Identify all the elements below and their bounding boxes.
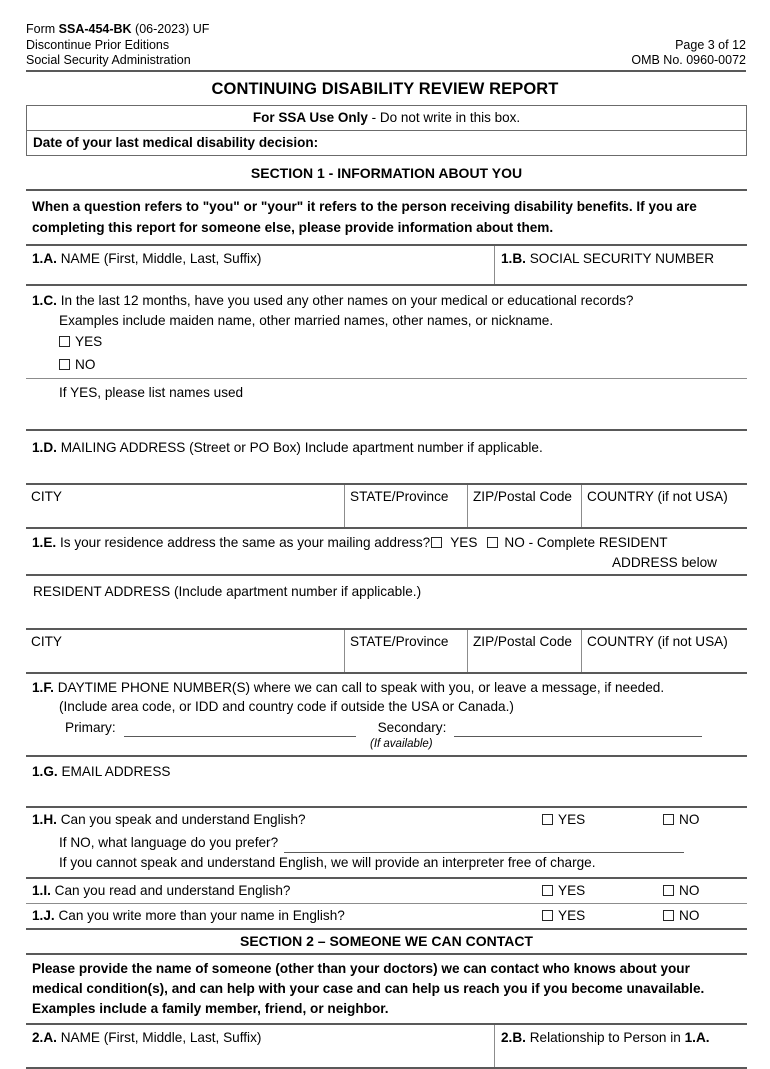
question-1i <box>26 877 747 903</box>
label-1g-text: EMAIL ADDRESS <box>57 764 171 779</box>
checkbox-1h-no-label: NO <box>679 811 700 827</box>
label-1g-number: 1.G. <box>32 764 58 779</box>
ssa-use-only-title <box>27 106 746 131</box>
field-1f-primary-input[interactable] <box>124 717 356 738</box>
header-left-block <box>26 22 209 69</box>
header-right-block <box>631 38 746 69</box>
label-1d-number: 1.D. <box>32 439 57 455</box>
label-2b-text: Relationship to Person in <box>525 1029 685 1045</box>
label-1h-if-no: If NO, what language do you prefer? <box>59 834 279 850</box>
checkbox-box-icon[interactable] <box>542 814 553 825</box>
question-1j <box>26 903 747 928</box>
form-prefix: Form <box>26 22 59 36</box>
ssa-use-only-box <box>26 105 747 156</box>
page-header <box>26 22 746 72</box>
section-1-intro: When a question refers to "you" or "your" it refers to the person receiving disability benefits. If you are completing this report for someone else, please provide information about them. <box>26 189 747 244</box>
ssa-use-only-rest: - Do not write in this box. <box>367 110 521 125</box>
page-number: Page 3 of 12 <box>675 37 746 52</box>
label-resident-state: STATE/Province <box>350 633 449 649</box>
field-1c-names-used[interactable] <box>26 378 747 429</box>
label-1i <box>26 879 542 903</box>
label-1h-interpreter: If you cannot speak and understand English, we will provide an interpreter free of charge. <box>59 854 596 870</box>
label-1b-text: SOCIAL SECURITY NUMBER <box>525 251 715 266</box>
last-decision-date-label: Date of your last medical disability decision: <box>33 135 319 150</box>
label-2b-number: 2.B. <box>501 1029 526 1045</box>
label-resident-zip: ZIP/Postal Code <box>473 633 572 649</box>
section-2-intro: Please provide the name of someone (other than your doctors) we can contact who knows about your medical condition(s), and can help with your case and can help us reach you if you become unavailable. Examples include a family member, friend, or neighbor. <box>26 953 747 1023</box>
checkbox-1e-yes[interactable] <box>431 537 442 548</box>
checkbox-box-icon[interactable] <box>663 814 674 825</box>
checkbox-1c-yes-label: YES <box>75 334 103 349</box>
checkbox-box-icon[interactable] <box>59 336 70 347</box>
checkbox-box-icon[interactable] <box>542 910 553 921</box>
discontinue-line: Discontinue Prior Editions <box>26 37 170 52</box>
label-1h-number: 1.H. <box>32 811 57 827</box>
label-1a-text: NAME (First, Middle, Last, Suffix) <box>56 251 262 266</box>
section-2-body <box>26 953 747 1023</box>
question-1e <box>26 527 747 574</box>
resident-address-grid <box>26 628 747 672</box>
checkbox-1e-yes-label: YES <box>450 535 478 550</box>
checkbox-1j-yes-label: YES <box>558 907 586 923</box>
section-2-heading: SECTION 2 – SOMEONE WE CAN CONTACT <box>240 932 533 949</box>
checkbox-box-icon[interactable] <box>542 885 553 896</box>
label-1f-sub: (Include area code, or IDD and country code if outside the USA or Canada.) <box>59 699 514 714</box>
form-suffix: (06-2023) UF <box>131 22 210 36</box>
row-1h-language <box>32 832 741 853</box>
label-resident-address: RESIDENT ADDRESS (Include apartment number if applicable.) <box>33 584 422 599</box>
question-1c <box>26 284 747 378</box>
label-1h <box>26 808 542 832</box>
checkbox-1i-no[interactable] <box>663 879 747 903</box>
field-resident-zip[interactable] <box>467 630 581 672</box>
page-title: CONTINUING DISABILITY REVIEW REPORT <box>211 80 559 98</box>
label-1f-secondary: Secondary: <box>377 719 447 735</box>
mailing-address-grid <box>26 483 747 527</box>
label-1h-text: Can you speak and understand English? <box>56 811 306 827</box>
field-1g-email[interactable] <box>26 755 747 806</box>
label-1i-number: 1.I. <box>32 882 51 898</box>
checkbox-1e-no[interactable] <box>487 537 498 548</box>
label-resident-city: CITY <box>31 633 62 649</box>
field-1a-name[interactable] <box>26 246 494 284</box>
label-1j <box>26 904 542 928</box>
checkbox-box-icon[interactable] <box>59 359 70 370</box>
label-2a-text: NAME (First, Middle, Last, Suffix) <box>56 1029 262 1045</box>
label-1f-text: DAYTIME PHONE NUMBER(S) where we can call to speak with you, or leave a message, if needed. <box>53 679 665 695</box>
row-1f-phones <box>32 717 741 738</box>
row-1e-line1 <box>32 533 741 553</box>
field-resident-address[interactable] <box>26 574 747 628</box>
label-1d-text: MAILING ADDRESS (Street or PO Box) Include apartment number if applicable. <box>56 439 543 455</box>
checkbox-1e-no-label: NO - Complete RESIDENT <box>504 535 668 550</box>
label-1j-text: Can you write more than your name in English? <box>54 907 345 923</box>
checkbox-1j-no[interactable] <box>663 904 747 928</box>
row-1a-1b <box>26 244 747 284</box>
field-resident-country[interactable] <box>581 630 747 672</box>
field-1f-secondary-input[interactable] <box>454 717 702 738</box>
label-1c-text: In the last 12 months, have you used any other names on your medical or educational records? <box>56 293 634 308</box>
field-1h-language-input[interactable] <box>284 832 684 853</box>
label-1f-if-available: (If available) <box>370 738 433 750</box>
field-mailing-zip[interactable] <box>467 485 581 527</box>
checkbox-1i-yes-label: YES <box>558 882 586 898</box>
checkbox-1h-yes-label: YES <box>558 811 586 827</box>
checkbox-1i-yes[interactable] <box>542 879 663 903</box>
checkbox-1c-yes[interactable] <box>32 330 741 353</box>
field-1b-ssn[interactable] <box>494 246 747 284</box>
field-mailing-state[interactable] <box>344 485 467 527</box>
checkbox-1c-no[interactable] <box>32 353 741 376</box>
label-1c-examples: Examples include maiden name, other married names, other names, or nickname. <box>59 312 554 328</box>
form-number: SSA-454-BK <box>58 22 132 36</box>
label-2b-ref: 1.A. <box>684 1029 710 1045</box>
label-1j-number: 1.J. <box>32 907 55 923</box>
form-page <box>0 22 770 1046</box>
checkbox-1h-no[interactable] <box>663 808 747 832</box>
question-1h <box>26 806 747 832</box>
omb-number: OMB No. 0960-0072 <box>631 53 746 67</box>
label-1b-number: 1.B. <box>501 251 526 266</box>
field-1d-mailing-address[interactable] <box>26 429 747 484</box>
field-mailing-city[interactable] <box>26 485 344 527</box>
label-1f <box>32 678 741 698</box>
label-1i-text: Can you read and understand English? <box>50 882 291 898</box>
label-1f-primary: Primary: <box>65 719 116 735</box>
field-2b-relationship[interactable] <box>494 1025 747 1067</box>
question-1h-followup <box>26 832 747 877</box>
label-mailing-city: CITY <box>31 489 62 504</box>
label-mailing-country: COUNTRY (if not USA) <box>587 489 728 504</box>
label-1c-number: 1.C. <box>32 293 57 308</box>
form-number-line <box>26 22 209 38</box>
label-2a-number: 2.A. <box>32 1029 57 1045</box>
label-1e-text: Is your residence address the same as your mailing address? <box>56 535 431 550</box>
question-1f <box>26 672 747 756</box>
label-1c-if-yes: If YES, please list names used <box>59 385 244 400</box>
checkbox-box-icon[interactable] <box>663 910 674 921</box>
label-1e-number: 1.E. <box>32 535 57 550</box>
section-1-heading: SECTION 1 - INFORMATION ABOUT YOU <box>250 165 523 181</box>
ssa-use-only-bold: For SSA Use Only <box>252 110 368 125</box>
field-resident-city[interactable] <box>26 630 344 672</box>
checkbox-1i-no-label: NO <box>679 882 700 898</box>
label-mailing-state: STATE/Province <box>350 489 449 504</box>
checkbox-box-icon[interactable] <box>663 885 674 896</box>
checkbox-1j-yes[interactable] <box>542 904 663 928</box>
checkbox-1j-no-label: NO <box>679 907 700 923</box>
section-1-body <box>26 189 747 928</box>
agency-line: Social Security Administration <box>26 53 191 67</box>
label-1a-number: 1.A. <box>32 251 57 266</box>
checkbox-1c-no-label: NO <box>75 357 96 372</box>
label-1c <box>32 291 741 311</box>
label-mailing-zip: ZIP/Postal Code <box>473 489 572 504</box>
field-mailing-country[interactable] <box>581 485 747 527</box>
header-divider <box>26 70 746 72</box>
field-2a-name[interactable] <box>26 1025 494 1067</box>
row-2a-2b <box>26 1023 747 1069</box>
field-resident-state[interactable] <box>344 630 467 672</box>
label-resident-country: COUNTRY (if not USA) <box>587 633 728 649</box>
label-1f-number: 1.F. <box>32 679 54 695</box>
checkbox-1h-yes[interactable] <box>542 808 663 832</box>
label-1e-no-line2: ADDRESS below <box>611 554 717 570</box>
